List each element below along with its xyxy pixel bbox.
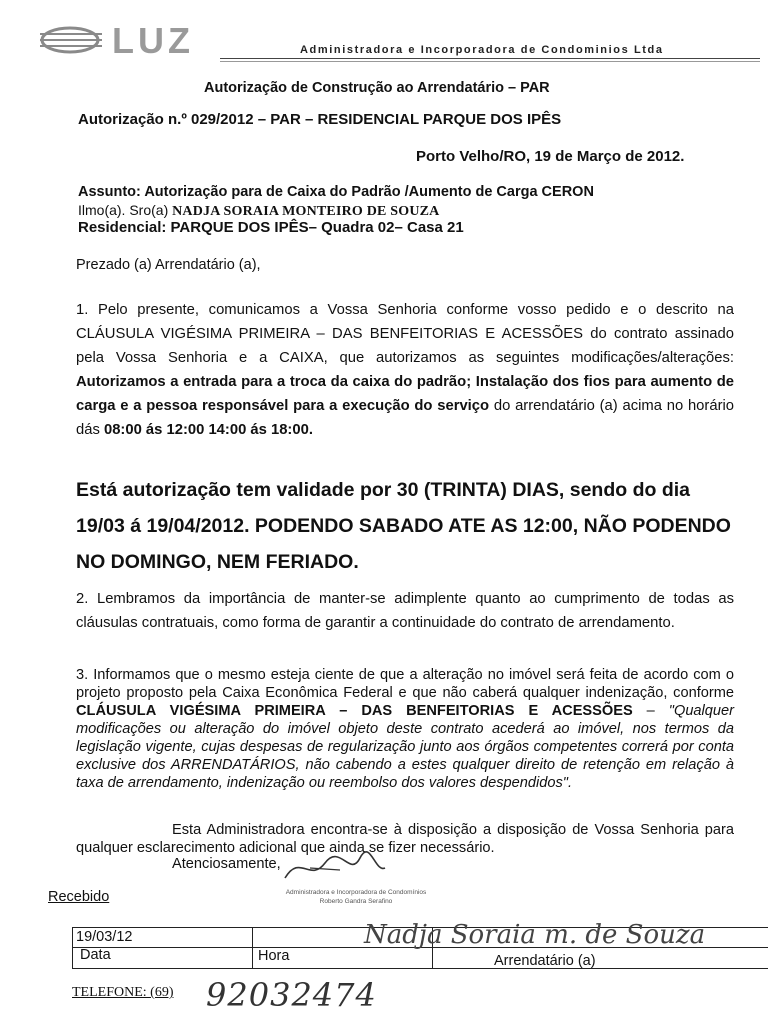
paragraph-2: 2. Lembramos da importância de manter-se adimplente quanto ao cumprimento de todas as cláusulas contratuais, como forma de garantir a continuidade do contrato de arrendamento. <box>76 591 734 631</box>
header-divider <box>220 58 760 59</box>
header-divider-secondary <box>220 61 760 62</box>
administrator-signature-icon <box>280 848 390 888</box>
table-divider <box>252 928 253 968</box>
paragraph-3-clause-title: CLÁUSULA VIGÉSIMA PRIMEIRA – DAS BENFEITORIAS E ACESSÕES <box>76 703 633 719</box>
receipt-col-hora: Hora <box>258 948 290 964</box>
addressee-name: NADJA SORAIA MONTEIRO DE SOUZA <box>172 204 440 219</box>
paragraph-3 <box>76 666 734 792</box>
stamp <box>276 888 436 906</box>
tenant-signature: Nadja Soraia m. de Souza <box>364 920 706 950</box>
addressee-line <box>78 202 440 220</box>
paragraph-4: Esta Administradora encontra-se à disposição a disposição de Vossa Senhoria para qualquer esclarecimento adicional que ainda se fizer necessário. <box>76 822 734 856</box>
receipt-date: 19/03/12 <box>76 929 133 945</box>
receipt-col-data: Data <box>80 947 111 963</box>
paragraph-3-clause-quote: "Qualquer modificações ou alteração do imóvel objeto deste contrato acederá ao imóvel, nos termos da legislação vigente, cujas despesas de regularização junto aos órgãos competentes correrá por conta exclusive dos ARRENDATÁRIOS, não cabendo a estes qualquer direito de retenção em relação à taxa de arrendamento, indenização ou reembolso dos valores despendidos". <box>76 703 734 791</box>
paragraph-1-authorized-work: Autorizamos a entrada para a troca da caixa do padrão; Instalação dos fios para aumento de carga e a pessoa responsável para a execução do serviço <box>76 374 734 414</box>
authorization-reference: Autorização n.º 029/2012 – PAR – RESIDENCIAL PARQUE DOS IPÊS <box>78 111 562 128</box>
received-label: Recebido <box>48 889 110 905</box>
paragraph-1-schedule-label: do arrendatário (a) acima no horário dás <box>76 398 735 438</box>
place-date: Porto Velho/RO, 19 de Março de 2012. <box>416 148 685 165</box>
stamp-name: Roberto Gandra Serafino <box>319 898 393 905</box>
company-name: Administradora e Incorporadora de Condominios Ltda <box>300 44 664 56</box>
receipt-col-arrendatario: Arrendatário (a) <box>494 953 596 969</box>
handwritten-phone: 92032474 <box>206 976 377 1014</box>
residencial-line: Residencial: PARQUE DOS IPÊS– Quadra 02– Casa 21 <box>78 219 464 236</box>
telefone-label: TELEFONE: (69) <box>72 985 174 1000</box>
salutation: Prezado (a) Arrendatário (a), <box>76 257 261 273</box>
table-border-left <box>72 928 73 968</box>
paragraph-1-intro: 1. Pelo presente, comunicamos a Vossa Senhoria conforme vosso pedido e o descrito na CLÁUSULA VIGÉSIMA PRIMEIRA – DAS BENFEITORIAS E ACESSÕES do contrato assinado pela Vossa Senhoria e a CAIXA, que autorizamos as seguintes modificações/alterações: <box>76 302 734 366</box>
paragraph-3-dash: – <box>632 703 669 719</box>
paragraph-1 <box>76 298 734 442</box>
stamp-company: Administradora e Incorporadora de Condomínios <box>285 889 427 896</box>
paragraph-3-intro: 3. Informamos que o mesmo esteja ciente de que a alteração no imóvel será feita de acordo com o projeto proposto pela Caixa Econômica Federal e que não caberá qualquer indenização, conforme <box>76 667 734 701</box>
closing: Atenciosamente, <box>172 856 281 872</box>
document-title: Autorização de Construção ao Arrendatário – PAR <box>204 80 550 96</box>
logo-text: LUZ <box>112 20 194 61</box>
addressee-prefix: Ilmo(a). Sro(a) <box>78 202 169 218</box>
subject-line: Assunto: Autorização para de Caixa do Padrão /Aumento de Carga CERON <box>78 184 594 200</box>
paragraph-1-schedule-hours: 08:00 ás 12:00 14:00 ás 18:00. <box>103 422 313 438</box>
validity-notice: Está autorização tem validade por 30 (TRINTA) DIAS, sendo do dia 19/03 á 19/04/2012. PODENDO SABADO ATE AS 12:00, NÃO PODENDO NO DOMINGO, NEM FERIADO. <box>76 479 731 573</box>
